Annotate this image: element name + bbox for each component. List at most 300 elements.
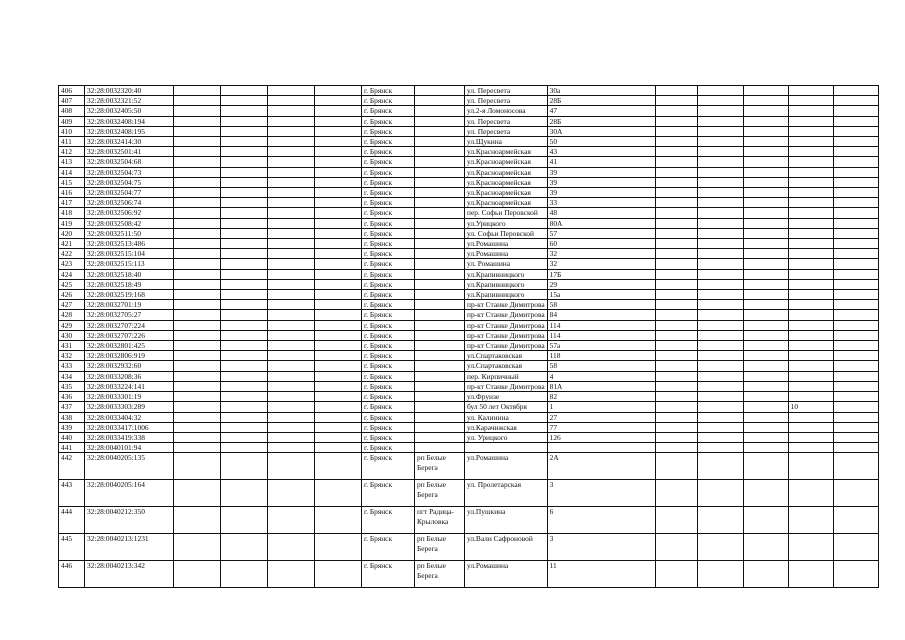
cell-empty [743,116,788,126]
cell-empty [268,341,315,351]
table-row [59,432,879,442]
cell-empty [174,208,221,218]
cell-street: ул. Пролетарская [465,480,548,507]
cell-empty [655,239,697,249]
cell-empty [833,310,878,320]
cell-city: г. Брянск [362,157,415,167]
cell-empty [268,126,315,136]
cell-empty [221,269,268,279]
cell-locality [415,218,465,228]
cell-locality [415,137,465,147]
cell-empty [697,228,743,238]
cell-cadastral: 32:28:0040213:1231 [85,534,174,561]
cell-empty [833,300,878,310]
cell-empty [655,381,697,391]
cell-empty [268,412,315,422]
cell-empty [268,480,315,507]
cell-empty [743,412,788,422]
table-row [59,239,879,249]
cell-empty [174,443,221,453]
cell-empty [268,86,315,96]
cell-number: 441 [59,443,85,453]
cell-number: 444 [59,507,85,534]
cell-empty [743,351,788,361]
cell-city: г. Брянск [362,320,415,330]
cell-empty [833,402,878,412]
cell-city: г. Брянск [362,534,415,561]
cell-locality: рп Белые Берега [415,561,465,588]
cell-street: ул.Ромашина [465,561,548,588]
cell-empty [174,218,221,228]
cell-number: 418 [59,208,85,218]
cell-empty [315,239,362,249]
cell-empty [743,392,788,402]
cell-number: 437 [59,402,85,412]
cell-empty [268,96,315,106]
cell-empty [268,402,315,412]
cell-street: ул. Пересвета [465,86,548,96]
cell-house: 39 [547,188,655,198]
cell-street: ул.Красноармейская [465,177,548,187]
cell-empty [655,116,697,126]
cell-empty [697,480,743,507]
cell-empty [268,279,315,289]
cell-empty [655,208,697,218]
cell-locality [415,341,465,351]
cell-empty [174,279,221,289]
cell-locality [415,228,465,238]
cell-house: 28Б [547,116,655,126]
cell-empty [268,453,315,480]
cell-number: 417 [59,198,85,208]
cell-city: г. Брянск [362,300,415,310]
cell-empty [268,228,315,238]
cell-empty [743,507,788,534]
cell-house: 17Б [547,269,655,279]
table-row [59,218,879,228]
cell-extra [788,412,833,422]
cell-street: ул.2-я Ломоносова [465,106,548,116]
cell-street: ул.Красноармейская [465,147,548,157]
cell-extra [788,330,833,340]
cell-empty [315,310,362,320]
cell-city: г. Брянск [362,96,415,106]
cell-empty [315,228,362,238]
cell-locality [415,422,465,432]
cell-empty [315,412,362,422]
cell-extra [788,116,833,126]
cell-number: 410 [59,126,85,136]
table-row [59,279,879,289]
cell-number: 421 [59,239,85,249]
cell-empty [743,137,788,147]
cell-locality [415,320,465,330]
cell-empty [268,290,315,300]
cell-street: ул.Красноармейская [465,198,548,208]
cell-empty [221,453,268,480]
cell-empty [655,198,697,208]
cell-number: 413 [59,157,85,167]
cell-street: ул.Вали Сафроновой [465,534,548,561]
cell-empty [743,126,788,136]
cell-empty [268,534,315,561]
table-row [59,453,879,480]
cell-empty [833,480,878,507]
table-row [59,402,879,412]
cell-number: 445 [59,534,85,561]
cell-cadastral: 32:28:0032508:42 [85,218,174,228]
cell-city: г. Брянск [362,351,415,361]
cell-cadastral: 32:28:0032408:195 [85,126,174,136]
cell-empty [833,259,878,269]
cell-empty [221,422,268,432]
cell-extra [788,106,833,116]
cell-empty [655,249,697,259]
cell-number: 424 [59,269,85,279]
table-row [59,86,879,96]
cell-street: ул.Урицкого [465,218,548,228]
cell-empty [743,228,788,238]
cell-city: г. Брянск [362,279,415,289]
cell-empty [221,259,268,269]
cell-empty [743,534,788,561]
cell-empty [697,412,743,422]
cell-locality [415,249,465,259]
cell-empty [221,188,268,198]
cell-cadastral: 32:28:0033404:32 [85,412,174,422]
cell-empty [697,269,743,279]
cell-empty [315,198,362,208]
cell-empty [833,239,878,249]
cell-empty [743,147,788,157]
cell-empty [655,330,697,340]
cell-empty [743,381,788,391]
cell-empty [655,351,697,361]
cell-cadastral: 32:28:0033301:19 [85,392,174,402]
cell-empty [221,381,268,391]
cell-empty [697,116,743,126]
cell-city: г. Брянск [362,330,415,340]
cell-empty [174,422,221,432]
cell-city: г. Брянск [362,239,415,249]
cell-empty [833,443,878,453]
cell-empty [174,167,221,177]
cell-empty [833,228,878,238]
cell-empty [697,106,743,116]
table-row [59,412,879,422]
cell-empty [315,86,362,96]
cell-cadastral: 32:28:0032932:60 [85,361,174,371]
cell-empty [655,137,697,147]
cell-extra [788,126,833,136]
cell-empty [833,371,878,381]
cell-locality [415,167,465,177]
cell-empty [697,137,743,147]
cell-cadastral: 32:28:0032511:50 [85,228,174,238]
cell-house: 41 [547,157,655,167]
cell-empty [655,218,697,228]
table-row [59,341,879,351]
cell-street: пр-кт Станке Димитрова [465,381,548,391]
cell-empty [697,157,743,167]
cell-empty [174,249,221,259]
cell-empty [268,330,315,340]
cell-empty [315,177,362,187]
cell-number: 429 [59,320,85,330]
cell-empty [833,126,878,136]
table-row [59,507,879,534]
cell-empty [268,422,315,432]
cell-street: ул.Ромашина [465,453,548,480]
cell-city: г. Брянск [362,147,415,157]
cell-empty [833,351,878,361]
cell-house: 30А [547,126,655,136]
cell-locality [415,361,465,371]
cell-empty [743,453,788,480]
cell-empty [174,480,221,507]
cell-empty [315,371,362,381]
cell-house: 81А [547,381,655,391]
cell-house: 80А [547,218,655,228]
cell-extra [788,534,833,561]
cell-locality [415,279,465,289]
cell-empty [174,157,221,167]
cell-city: г. Брянск [362,392,415,402]
cell-city: г. Брянск [362,116,415,126]
cell-empty [743,218,788,228]
cell-empty [833,86,878,96]
cell-number: 420 [59,228,85,238]
cell-empty [268,381,315,391]
cell-cadastral: 32:28:0033224:141 [85,381,174,391]
table-row [59,351,879,361]
cell-number: 430 [59,330,85,340]
cell-empty [174,259,221,269]
cell-number: 434 [59,371,85,381]
cell-empty [315,300,362,310]
cell-cadastral: 32:28:0032515:113 [85,259,174,269]
cell-empty [655,96,697,106]
cell-city: г. Брянск [362,86,415,96]
cell-extra [788,198,833,208]
cell-empty [174,392,221,402]
cell-city: г. Брянск [362,126,415,136]
cell-locality [415,300,465,310]
cell-empty [315,320,362,330]
cell-empty [655,561,697,588]
table-row [59,561,879,588]
cell-street: пр-кт Станке Димитрова [465,330,548,340]
cell-empty [221,96,268,106]
cell-empty [743,96,788,106]
cell-house: 32 [547,249,655,259]
cell-empty [221,561,268,588]
cell-house: 30а [547,86,655,96]
cell-street: ул. Пересвета [465,96,548,106]
cell-empty [315,208,362,218]
cell-extra [788,147,833,157]
cell-empty [655,371,697,381]
cell-empty [655,147,697,157]
cell-empty [833,269,878,279]
cell-cadastral: 32:28:0040212:350 [85,507,174,534]
cell-empty [655,341,697,351]
cell-extra [788,300,833,310]
cell-number: 423 [59,259,85,269]
cell-empty [743,310,788,320]
table-row [59,137,879,147]
cell-empty [655,228,697,238]
cell-house: 32 [547,259,655,269]
cell-empty [315,137,362,147]
cell-house: 50 [547,137,655,147]
table-row [59,443,879,453]
cell-street: пр-кт Станке Димитрова [465,310,548,320]
cell-number: 435 [59,381,85,391]
cell-empty [174,330,221,340]
cell-empty [655,167,697,177]
cell-street: пр-кт Станке Димитрова [465,320,548,330]
cell-number: 422 [59,249,85,259]
cell-house: 39 [547,177,655,187]
cell-empty [655,157,697,167]
cell-number: 438 [59,412,85,422]
table-body [59,86,879,588]
cell-empty [268,269,315,279]
cell-number: 419 [59,218,85,228]
cell-number: 443 [59,480,85,507]
cell-empty [268,218,315,228]
cell-empty [268,116,315,126]
cell-empty [833,208,878,218]
cell-number: 427 [59,300,85,310]
cell-house: 57а [547,341,655,351]
cell-cadastral: 32:28:0032518:49 [85,279,174,289]
cell-extra [788,432,833,442]
cell-empty [315,507,362,534]
cell-city: г. Брянск [362,177,415,187]
cell-locality: рп Белые Берега [415,480,465,507]
cell-city: г. Брянск [362,381,415,391]
cell-empty [268,177,315,187]
cell-extra [788,218,833,228]
cell-extra [788,371,833,381]
cell-extra [788,167,833,177]
cell-locality [415,402,465,412]
cell-empty [174,116,221,126]
cell-empty [315,453,362,480]
cell-extra [788,96,833,106]
cell-empty [697,443,743,453]
cell-empty [221,392,268,402]
cell-empty [174,290,221,300]
cell-locality [415,86,465,96]
cell-city: г. Брянск [362,218,415,228]
cell-locality [415,381,465,391]
cell-empty [221,177,268,187]
cell-cadastral: 32:28:0040213:342 [85,561,174,588]
cell-empty [697,279,743,289]
cell-empty [315,269,362,279]
cell-empty [221,218,268,228]
cell-empty [833,361,878,371]
cell-empty [315,381,362,391]
cell-empty [174,137,221,147]
cell-empty [268,392,315,402]
cell-empty [697,371,743,381]
cell-empty [221,147,268,157]
cell-empty [833,392,878,402]
table-row [59,96,879,106]
cell-locality [415,147,465,157]
cell-house: 29 [547,279,655,289]
cell-city: г. Брянск [362,310,415,320]
cell-cadastral: 32:28:0032408:194 [85,116,174,126]
cell-empty [268,561,315,588]
cell-empty [697,249,743,259]
cell-cadastral: 32:28:0032515:104 [85,249,174,259]
cell-empty [174,320,221,330]
cell-empty [655,507,697,534]
cell-locality [415,116,465,126]
cell-locality [415,412,465,422]
cell-empty [697,361,743,371]
cell-cadastral: 32:28:0032504:73 [85,167,174,177]
cell-empty [268,432,315,442]
cell-number: 428 [59,310,85,320]
cell-locality [415,198,465,208]
cell-empty [268,320,315,330]
cell-house: 1 [547,402,655,412]
cell-empty [697,453,743,480]
cell-empty [697,167,743,177]
cell-empty [315,116,362,126]
cell-extra [788,239,833,249]
cell-empty [743,290,788,300]
cell-empty [697,86,743,96]
cell-locality [415,371,465,381]
cell-cadastral: 32:28:0032806:919 [85,351,174,361]
cell-empty [268,371,315,381]
cell-city: г. Брянск [362,188,415,198]
cell-empty [655,432,697,442]
cell-locality [415,157,465,167]
cell-house: 6 [547,507,655,534]
cell-empty [174,228,221,238]
cell-empty [268,351,315,361]
cell-extra [788,453,833,480]
table-row [59,198,879,208]
cell-empty [833,167,878,177]
cell-house: 82 [547,392,655,402]
cell-empty [697,208,743,218]
cell-street: ул.Красноармейская [465,167,548,177]
table-row [59,167,879,177]
cell-empty [697,561,743,588]
cell-empty [655,188,697,198]
cell-extra [788,279,833,289]
cell-empty [655,534,697,561]
cell-empty [697,534,743,561]
cell-house: 27 [547,412,655,422]
cell-city: г. Брянск [362,137,415,147]
cell-empty [655,453,697,480]
table-row [59,106,879,116]
cell-extra [788,259,833,269]
cell-empty [697,392,743,402]
cell-empty [833,116,878,126]
table-row [59,330,879,340]
